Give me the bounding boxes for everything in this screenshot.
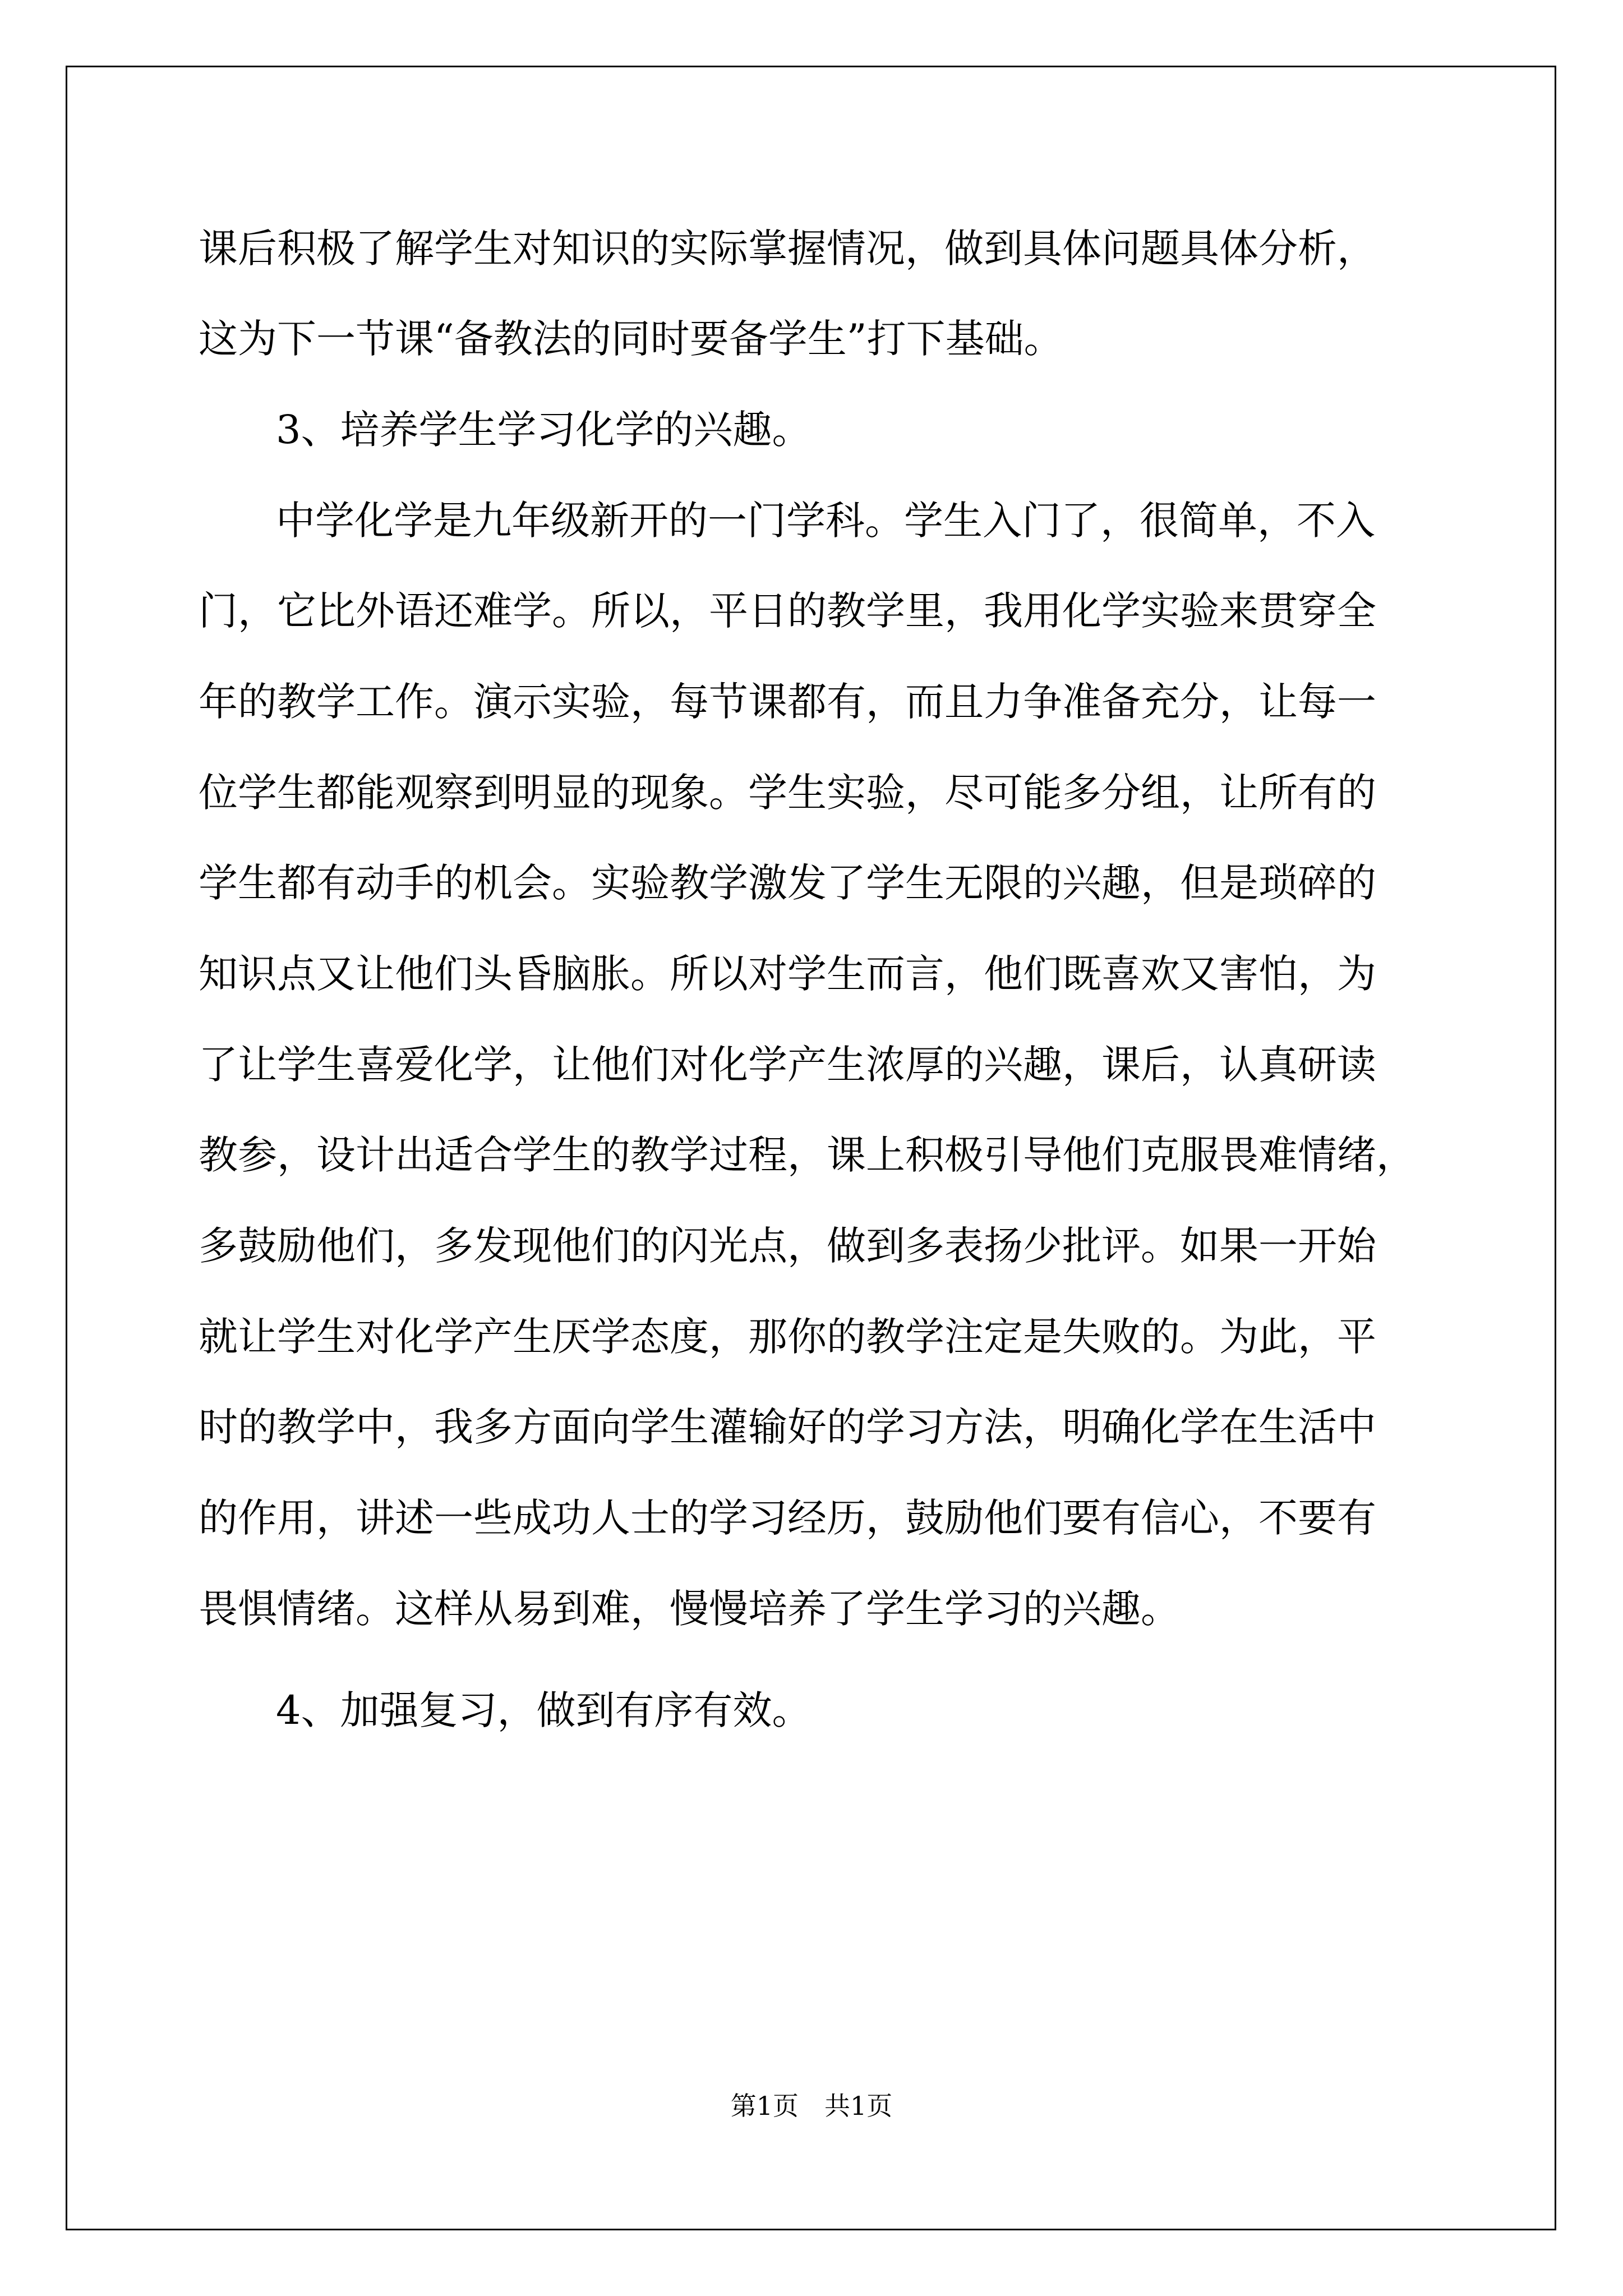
text-line: 就让学生对化学产生厌学态度，那你的教学注定是失败的。为此，平 <box>199 1314 1376 1360</box>
list-heading-4: 4、加强复习，做到有序有效。 <box>276 1687 811 1733</box>
text-line: 知识点又让他们头昏脑胀。所以对学生而言，他们既喜欢又害怕，为 <box>199 951 1376 997</box>
text-line: 畏惧情绪。这样从易到难，慢慢培养了学生学习的兴趣。 <box>199 1586 1180 1632</box>
list-heading-3: 3、培养学生学习化学的兴趣。 <box>276 407 811 453</box>
text-line: 时的教学中，我多方面向学生灌输好的学习方法，明确化学在生活中 <box>199 1404 1376 1450</box>
text-line: 学生都有动手的机会。实验教学激发了学生无限的兴趣，但是琐碎的 <box>199 860 1376 906</box>
text-line: 了让学生喜爱化学，让他们对化学产生浓厚的兴趣，课后，认真研读 <box>199 1042 1376 1088</box>
page-footer: 第1页 共1页 <box>730 2091 893 2121</box>
text-line: 位学生都能观察到明显的现象。学生实验，尽可能多分组，让所有的 <box>199 770 1376 816</box>
text-line: 教参，设计出适合学生的教学过程，课上积极引导他们克服畏难情绪， <box>199 1132 1415 1178</box>
paragraph-first-line: 中学化学是九年级新开的一门学科。学生入门了，很简单，不入 <box>276 498 1375 544</box>
text-line: 课后积极了解学生对知识的实际掌握情况，做到具体问题具体分析， <box>199 226 1376 272</box>
text-line: 的作用，讲述一些成功人士的学习经历，鼓励他们要有信心，不要有 <box>199 1495 1376 1541</box>
text-line: 这为下一节课“备教法的同时要备学生”打下基础。 <box>199 316 1063 362</box>
text-line: 门，它比外语还难学。所以，平日的教学里，我用化学实验来贯穿全 <box>199 588 1376 634</box>
text-line: 多鼓励他们，多发现他们的闪光点，做到多表扬少批评。如果一开始 <box>199 1223 1376 1269</box>
text-line: 年的教学工作。演示实验，每节课都有，而且力争准备充分，让每一 <box>199 679 1376 725</box>
